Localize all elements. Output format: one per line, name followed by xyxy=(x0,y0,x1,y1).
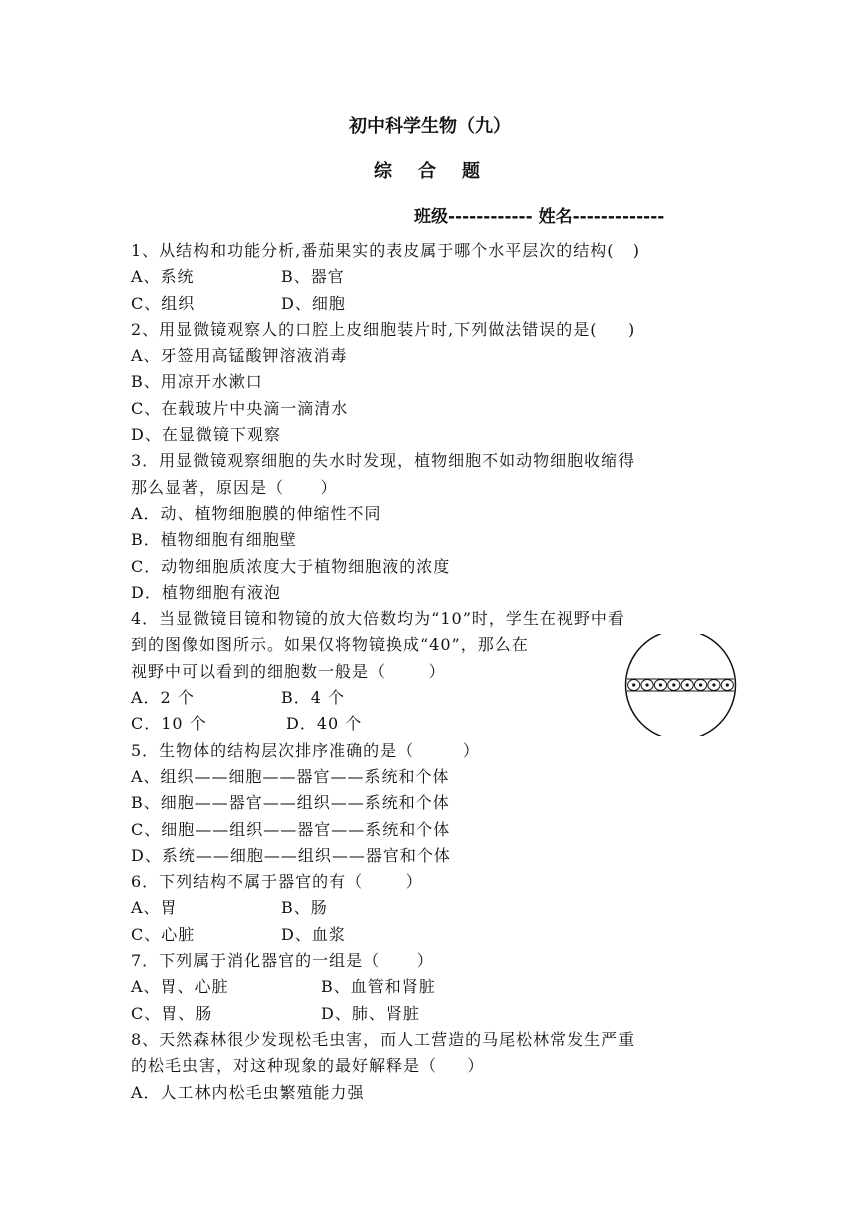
text-line xyxy=(131,764,731,790)
option-text: B．4 个 xyxy=(281,688,346,708)
line-text: C、细胞——组织——器官——系统和个体 xyxy=(131,819,451,839)
line-text: A．动、植物细胞膜的伸缩性不同 xyxy=(131,503,382,523)
option-text: B、肠 xyxy=(281,898,328,918)
text-line xyxy=(131,343,731,369)
page-title: 初中科学生物（九） xyxy=(349,116,511,137)
cell-nucleus xyxy=(632,683,635,686)
text-line xyxy=(131,396,731,422)
line-text: 2、用显微镜观察人的口腔上皮细胞装片时,下列做法错误的是( ) xyxy=(131,319,636,339)
line-text: 8、天然森林很少发现松毛虫害，而人工营造的马尾松林常发生严重 xyxy=(131,1029,636,1049)
cell-nucleus xyxy=(712,683,715,686)
subtitle-char: 题 xyxy=(462,161,486,182)
line-text: D．植物细胞有液泡 xyxy=(131,582,281,602)
cell-nucleus xyxy=(699,683,702,686)
text-line xyxy=(131,369,731,395)
text-line xyxy=(131,606,731,632)
text-line xyxy=(131,974,731,1000)
cell-nucleus xyxy=(645,683,648,686)
cell-nucleus xyxy=(686,683,689,686)
text-line xyxy=(131,238,731,264)
line-text: 视野中可以看到的细胞数一般是（ ） xyxy=(131,661,446,681)
line-text: 7．下列属于消化器官的一组是（ ） xyxy=(131,951,434,971)
line-text: A、系统 xyxy=(131,267,195,287)
line-text: B、细胞——器官——组织——系统和个体 xyxy=(131,793,450,813)
text-line xyxy=(131,580,731,606)
line-text: A、牙签用高锰酸钾溶液消毒 xyxy=(131,346,348,366)
line-text: C．动物细胞质浓度大于植物细胞液的浓度 xyxy=(131,556,451,576)
text-line xyxy=(131,317,731,343)
subtitle-char: 综 xyxy=(374,161,398,182)
cell-nucleus xyxy=(659,683,662,686)
line-text: 的松毛虫害，对这种现象的最好解释是（ ） xyxy=(131,1056,485,1076)
option-text: D、血浆 xyxy=(281,924,346,944)
text-line xyxy=(131,527,731,553)
subtitle-char: 合 xyxy=(418,161,442,182)
text-line xyxy=(131,1001,731,1027)
line-text: A、胃、心脏 xyxy=(131,977,229,997)
text-line xyxy=(131,817,731,843)
line-text: 那么显著，原因是（ ） xyxy=(131,477,338,497)
text-line xyxy=(131,554,731,580)
option-text: D．40 个 xyxy=(286,714,363,734)
microscope-field-figure xyxy=(623,634,738,736)
line-text: D、系统——细胞——组织——器官和个体 xyxy=(131,845,451,865)
line-text: 到的图像如图所示。如果仅将物镜换成“40”，那么在 xyxy=(131,635,529,655)
text-line xyxy=(131,501,731,527)
line-text: D、在显微镜下观察 xyxy=(131,425,281,445)
option-text: D、肺、肾脏 xyxy=(321,1003,420,1023)
option-text: B、器官 xyxy=(281,267,345,287)
text-line xyxy=(131,948,731,974)
text-line xyxy=(131,738,731,764)
line-text: 5．生物体的结构层次排序准确的是（ ） xyxy=(131,740,480,760)
text-line xyxy=(131,843,731,869)
line-text: 3．用显微镜观察细胞的失水时发现，植物细胞不如动物细胞收缩得 xyxy=(131,451,636,471)
text-line xyxy=(131,1080,731,1106)
page-subtitle xyxy=(0,160,860,184)
option-text: B、血管和肾脏 xyxy=(321,977,436,997)
text-line xyxy=(131,869,731,895)
class-name-line: 班级------------ 姓名------------- xyxy=(414,207,665,227)
text-line xyxy=(131,790,731,816)
line-text: C．10 个 xyxy=(131,714,207,734)
field-of-view-circle xyxy=(626,634,736,736)
line-text: C、心脏 xyxy=(131,924,196,944)
text-line xyxy=(131,1053,731,1079)
line-text: 1、从结构和功能分析,番茄果实的表皮属于哪个水平层次的结构( ) xyxy=(131,241,641,260)
cell-row xyxy=(627,679,734,691)
line-text: A、胃 xyxy=(131,898,178,918)
text-line xyxy=(131,922,731,948)
text-line xyxy=(131,264,731,290)
text-line xyxy=(131,1027,731,1053)
line-text: C、胃、肠 xyxy=(131,1003,213,1023)
text-line xyxy=(131,895,731,921)
line-text: A．2 个 xyxy=(131,688,195,708)
cell-nucleus xyxy=(726,683,729,686)
line-text: A、组织——细胞——器官——系统和个体 xyxy=(131,766,450,786)
line-text: A．人工林内松毛虫繁殖能力强 xyxy=(131,1082,365,1102)
line-text: 6．下列结构不属于器官的有（ ） xyxy=(131,872,423,892)
text-line xyxy=(131,448,731,474)
text-line xyxy=(131,475,731,501)
text-line xyxy=(131,291,731,317)
option-text: D、细胞 xyxy=(281,293,346,313)
line-text: B．植物细胞有细胞壁 xyxy=(131,530,297,550)
text-line xyxy=(131,422,731,448)
line-text: C、组织 xyxy=(131,293,196,313)
line-text: C、在载玻片中央滴一滴清水 xyxy=(131,398,349,418)
line-text: 4．当显微镜目镜和物镜的放大倍数均为“10”时，学生在视野中看 xyxy=(131,609,625,629)
line-text: B、用凉开水漱口 xyxy=(131,372,263,392)
cell-nucleus xyxy=(672,683,675,686)
